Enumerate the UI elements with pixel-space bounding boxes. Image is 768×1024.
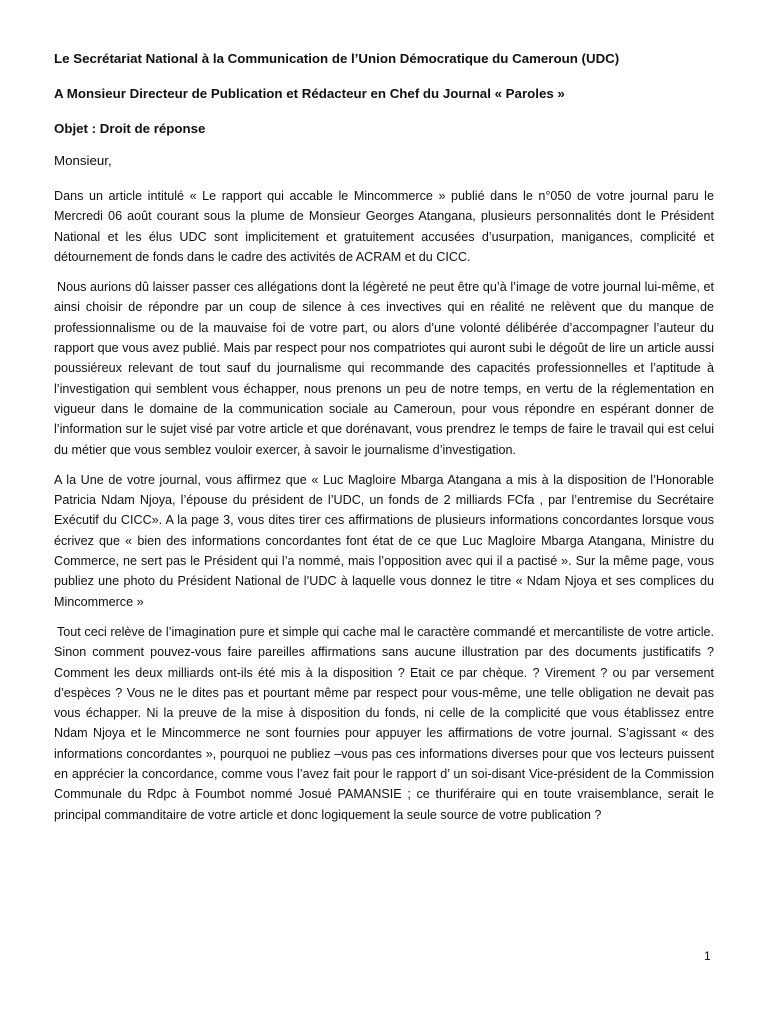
body-paragraph-3: A la Une de votre journal, vous affirmez que « Luc Magloire Mbarga Atangana a mis à la disposition de l’Honorable Patricia Ndam Njoya, l’épouse du président de l’UDC, un fonds de 2 milliards FCfa , par l’entremise du Secrétaire Exécutif du CICC». A la page 3, vous dites tirer ces affirmations de plusieurs informations concordantes lorsque vous écrivez que « bien des informations concordantes font état de ce que Luc Magloire Mbarga Atangana, Ministre du Commerce, ne sert pas le Président qui l’a nommé, mais l’opposition avec qui il a pactisé ». Sur la même page, vous publiez une photo du Président National de l’UDC à laquelle vous donnez le titre « Ndam Njoya et ses complices du Mincommerce »	[54, 472, 714, 609]
page-number: 1	[704, 949, 711, 963]
sender-heading: Le Secrétariat National à la Communication de l’Union Démocratique du Cameroun (UDC)	[54, 51, 620, 66]
body-paragraph-4: Tout ceci relève de l’imagination pure et simple qui cache mal le caractère commandé et mercantiliste de votre article. Sinon comment pouvez-vous faire pareilles affirmations sans aucune illustration par des documents justificatifs ? Comment les deux milliards ont-ils été mis à la disposition ? Etait ce par chèque. ? Virement ? ou par versement d’espèces ? Vous ne le dites pas et pourtant même par respect pour vous-même, une telle obligation ne devait pas vous échapper. Ni la preuve de la mise à disposition du fonds, ni celle de la complicité que vous établissez entre Ndam Njoya et le Mincommerce ne sont fournies pour appuyer les affirmations de votre journal. S’agissant « des informations concordantes », pourquoi ne publiez –vous pas ces informations diverses pour que vos lecteurs puissent en apprécier la concordance, comme vous l’avez fait pour le rapport d’ un soi-disant Vice-président de la Commission Communale du Rdpc à Foumbot nommé Josué PAMANSIE ; ce thuriféraire qui en toute vraisemblance, serait le principal commanditaire de votre article et donc logiquement la seule source de votre publication ?	[54, 624, 714, 822]
salutation: Monsieur,	[54, 153, 112, 168]
body-paragraph-2: Nous aurions dû laisser passer ces allégations dont la légèreté ne peut être qu’à l’image de votre journal lui-même, et ainsi choisir de répondre par un coup de silence à ces invectives qui en réalité ne relèvent que du manque de professionnalisme ou de la mauvaise foi de votre part, ou alors d’une volonté délibérée d’accompagner l’auteur du rapport que vous avez publié. Mais par respect pour nos compatriotes qui auront subi le dégoût de lire un article aussi poussiéreux relevant de tout sauf du journalisme qui recommande des capacités professionnelles et l’aptitude à l’investigation qui semblent vous échapper, nous prenons un peu de notre temps, en vertu de la réglementation en vigueur dans le domaine de la communication sociale au Cameroun, pour vous répondre en espérant donner de l’information sur le sujet visé par votre article et que dorénavant, vous prendrez le temps de faire le travail qui est celui du métier que vous semblez vouloir exercer, à savoir le journalisme d’investigation.	[54, 280, 714, 457]
recipient-heading: A Monsieur Directeur de Publication et Rédacteur en Chef du Journal « Paroles »	[54, 86, 565, 101]
letter-page	[54, 50, 714, 835]
body-paragraph-1: Dans un article intitulé « Le rapport qui accable le Mincommerce » publié dans le n°050 de votre journal paru le Mercredi 06 août courant sous la plume de Monsieur Georges Atangana, plusieurs personnalités dont le Président National et les élus UDC sont implicitement et gratuitement accusées d’usurpation, manigances, complicité et détournement de fonds dans le cadre des activités de ACRAM et du CICC.	[54, 189, 714, 264]
subject-line: Objet : Droit de réponse	[54, 121, 206, 136]
